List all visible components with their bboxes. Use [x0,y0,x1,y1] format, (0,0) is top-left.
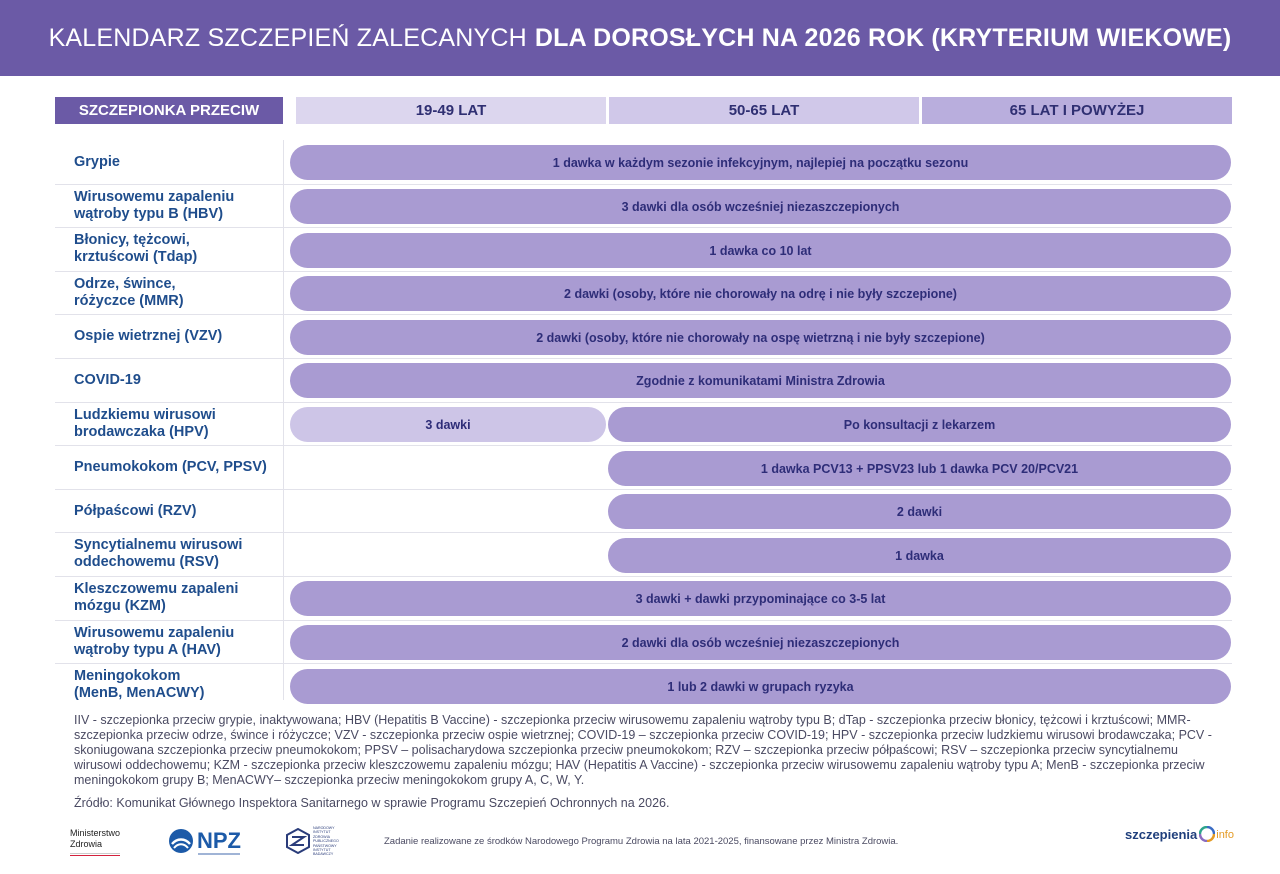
vaccine-label: Wirusowemu zapaleniu wątroby typu A (HAV) [74,625,235,658]
vaccine-label: Meningokokom (MenB, MenACWY) [74,668,205,701]
column-header-vaccine: SZCZEPIONKA PRZECIW [55,97,283,124]
dose-pill: 2 dawki [608,494,1231,529]
dose-pill: 1 dawka w każdym sezonie infekcyjnym, najlepiej na początku sezonu [290,145,1231,180]
column-header-age-50-65: 50-65 LAT [609,97,919,124]
pzh-logo-text: NARODOWY INSTYTUT ZDROWIA PUBLICZNEGO PAŃSTWOWY INSTYTUT BADAWCZY [313,826,339,857]
ministry-logo-line1: Ministerstwo [70,828,121,838]
npz-logo [168,828,241,854]
dose-pill: 3 dawki + dawki przypominające co 3-5 lat [290,581,1231,616]
vaccine-label: Kleszczowemu zapaleni mózgu (KZM) [74,581,239,614]
vaccine-label: Ludzkiemu wirusowi brodawczaka (HPV) [74,407,216,440]
dose-pill: 2 dawki dla osób wcześniej niezaszczepionych [290,625,1231,660]
dose-pill: 1 dawka [608,538,1231,573]
brand-main-text: szczepienia [1124,826,1198,842]
vaccine-label: Półpaścowi (RZV) [74,502,197,519]
ministry-logo-line2: Zdrowia [70,839,103,849]
column-header-age-19-49: 19-49 LAT [296,97,606,124]
column-header-age-65-plus: 65 LAT I POWYŻEJ [922,97,1232,124]
vaccine-label: Ospie wietrznej (VZV) [74,327,223,344]
npz-emblem-icon [168,828,194,854]
vaccine-label: Syncytialnemu wirusowi oddechowemu (RSV) [74,537,243,570]
dose-pill: 2 dawki (osoby, które nie chorowały na odrę i nie były szczepione) [290,276,1231,311]
npz-logo-text: NPZ [197,828,241,853]
vaccine-label: COVID-19 [74,371,141,388]
funding-note: Zadanie realizowane ze środków Narodowego Programu Zdrowia na lata 2021-2025, finansowane przez Ministra Zdrowia. [384,836,899,847]
vaccine-label: Pneumokokom (PCV, PPSV) [74,458,267,475]
npz-tagline-mark [198,853,240,855]
dose-pill: 3 dawki [290,407,606,442]
dose-pill: 2 dawki (osoby, które nie chorowały na ospę wietrzną i nie były szczepione) [290,320,1231,355]
page-title [0,0,1280,76]
szczepienia-info-logo [1125,826,1234,842]
vaccine-label: Wirusowemu zapaleniu wątroby typu B (HBV) [74,189,235,222]
vaccine-label: Błonicy, tężcowi, krztuścowi (Tdap) [74,232,198,265]
source-note: Źródło: Komunikat Głównego Inspektora Sanitarnego w sprawie Programu Szczepień Ochronnych na 2026. [74,796,670,810]
dose-pill: 3 dawki dla osób wcześniej niezaszczepionych [290,189,1231,224]
title-bold: DLA DOROSŁYCH NA 2026 ROK (KRYTERIUM WIEKOWE) [534,23,1232,52]
dose-pill: Zgodnie z komunikatami Ministra Zdrowia [290,363,1231,398]
brand-sub-text: info [1216,829,1234,841]
vaccine-label: Odrze, śwince, różyczce (MMR) [74,276,184,309]
flag-icon [70,853,120,856]
dose-pill: 1 lub 2 dawki w grupach ryzyka [290,669,1231,704]
dose-pill: Po konsultacji z lekarzem [608,407,1231,442]
abbreviations-note: IIV - szczepionka przeciw grypie, inaktywowana; HBV (Hepatitis B Vaccine) - szczepionka przeciw wirusowemu zapaleniu wątroby typu B; dTap - szczepionka przeciw błonicy, tężcowi i krztuścowi; MMR- szczepionka przeciw odrze, śwince i różyczce; VZV - szczepionka przeciw ospie wietrznej; COVID-19 – szczepionka przeciw COVID-19; HPV - szczepionka przeciw ludzkiemu wirusowi brodawczaka; PCV - skoniugowana szczepionka przeciw pneumokokom; PPSV – polisacharydowa szczepionka przeciw pneumokokom; RZV – szczepionka przeciw półpaścowi; RSV – szczepionka przeciw syncytialnemu wirusowi oddechowemu; KZM - szczepionka przeciw kleszczowemu zapaleniu mózgu; HAV (Hepatitis A Vaccine) - szczepionka przeciw wirusowemu zapaleniu wątroby typu A; MenB - szczepionka przeciw meningokokom grupy B; MenACWY– szczepionka przeciw meningokokom grupy A, C, W, Y. [74,713,1212,787]
ministry-logo [70,828,120,856]
title-normal: KALENDARZ SZCZEPIEŃ ZALECANYCH [48,23,527,52]
dose-pill: 1 dawka co 10 lat [290,233,1231,268]
vaccine-label: Grypie [74,153,120,170]
dose-pill: 1 dawka PCV13 + PPSV23 lub 1 dawka PCV 20/PCV21 [608,451,1231,486]
pzh-logo [286,826,347,857]
pzh-emblem-icon [286,828,310,854]
brand-ring-icon [1199,826,1215,842]
